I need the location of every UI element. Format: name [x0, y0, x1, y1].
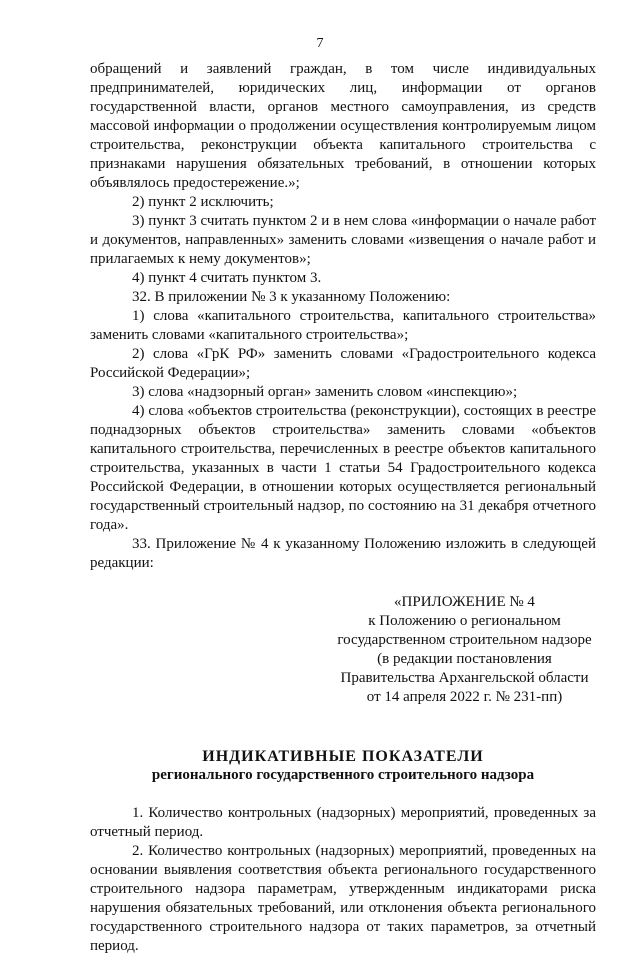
- paragraph-item: 3) слова «надзорный орган» заменить словом «инспекцию»;: [132, 384, 518, 400]
- paragraph-item: 2) слова «ГрК РФ» заменить словами «Градостроительного кодекса Российской Федерации»;: [90, 346, 596, 381]
- paragraph-item: 33. Приложение № 4 к указанному Положению изложить в следующей редакции:: [90, 536, 596, 571]
- paragraph-item: 4) слова «объектов строительства (реконструкции), состоящих в реестре поднадзорных объектов строительства» заменить словами «объектов капитального строительства, перечисленных в реестре объектов капитального строительства, указанных в части 1 статьи 54 Градостроительного кодекса Российской Федерации, в отношении которых осуществляется региональный государственный строительный надзор, по состоянию на 31 декабря отчетного года».: [90, 403, 596, 533]
- appendix-line: «ПРИЛОЖЕНИЕ № 4: [394, 594, 535, 610]
- indicator-item: 2. Количество контрольных (надзорных) мероприятий, проведенных на основании выявления соответствия объекта регионального государственного строительного надзора параметрам, утвержденным индикаторами риска нарушения обязательных требований, или отклонения объекта регионального государственного строительного надзора от таких параметров, за отчетный период.: [90, 843, 596, 954]
- paragraph-item: 4) пункт 4 считать пунктом 3.: [132, 270, 322, 286]
- paragraph-continuation: обращений и заявлений граждан, в том числе индивидуальных предпринимателей, юридических лиц, информации от органов государственной власти, органов местного самоуправления, из средств массовой информации о продолжении осуществления контролируемым лицом строительства, реконструкции объекта капитального строительства с признаками нарушения обязательных требований, в отношении которых объявлялось предостережение.»;: [90, 61, 596, 191]
- paragraph-item: 3) пункт 3 считать пунктом 2 и в нем слова «информации о начале работ и документов, направленных» заменить словами «извещения о начале работ и прилагаемых к нему документов»;: [90, 213, 596, 267]
- indicator-item: 1. Количество контрольных (надзорных) мероприятий, проведенных за отчетный период.: [90, 805, 596, 840]
- appendix-line: (в редакции постановления: [377, 651, 552, 667]
- section-subtitle: регионального государственного строительного надзора: [151, 767, 535, 783]
- appendix-line: от 14 апреля 2022 г. № 231-пп): [366, 689, 563, 705]
- appendix-line: Правительства Архангельской области: [340, 670, 589, 686]
- appendix-line: государственном строительном надзоре: [337, 632, 592, 648]
- paragraph-item: 32. В приложении № 3 к указанному Положению:: [132, 289, 451, 305]
- page-number: 7: [316, 36, 324, 51]
- paragraph-item: 2) пункт 2 исключить;: [132, 194, 274, 210]
- document-body: [90, 60, 596, 956]
- appendix-line: к Положению о региональном: [368, 613, 561, 629]
- section-title: ИНДИКАТИВНЫЕ ПОКАЗАТЕЛИ: [202, 748, 484, 765]
- appendix-header: [333, 593, 596, 707]
- paragraph-item: 1) слова «капитального строительства, капитального строительства» заменить словами «капитального строительства»;: [90, 308, 596, 343]
